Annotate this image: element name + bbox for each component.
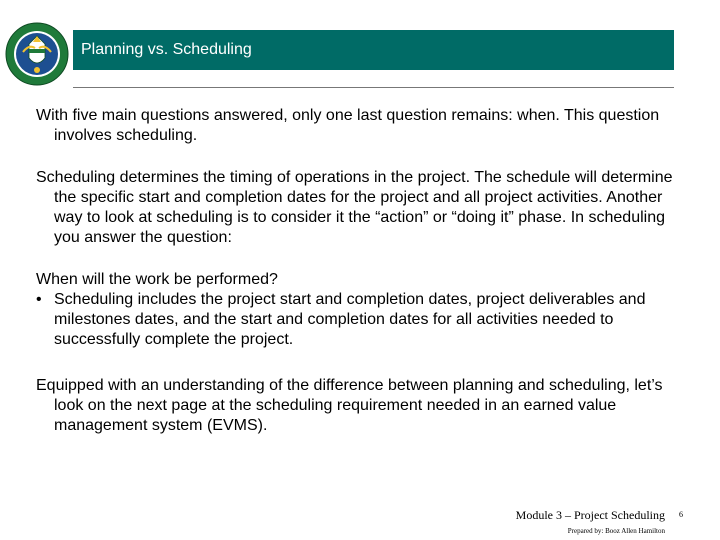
title-bar bbox=[73, 30, 674, 70]
intro-paragraph: With five main questions answered, only one last question remains: when. This question involves scheduling. bbox=[36, 107, 660, 144]
page-title: Planning vs. Scheduling bbox=[81, 41, 252, 58]
footer-module: Module 3 – Project Scheduling bbox=[515, 508, 665, 522]
footer-prepared-by: Prepared by: Booz Allen Hamilton bbox=[567, 527, 665, 535]
question-line: When will the work be performed? bbox=[36, 271, 278, 288]
scheduling-paragraph: Scheduling determines the timing of operations in the project. The schedule will determine the specific start and completion dates for the project and all project activities. Another way to look at scheduling is to consider it the “action” or “doing it” phase. In scheduling you answer the question: bbox=[36, 169, 673, 246]
header-divider bbox=[73, 87, 674, 88]
bullet-dot-icon: • bbox=[36, 291, 42, 308]
page-number: 6 bbox=[679, 510, 683, 519]
conclusion-paragraph: Equipped with an understanding of the difference between planning and scheduling, let’s look on the next page at the scheduling requirement needed in an earned value management system (EVMS). bbox=[36, 377, 663, 434]
bullet-text: Scheduling includes the project start and completion dates, project deliverables and milestones dates, and the start and completion dates for all activities needed to successfully complete the project. bbox=[54, 291, 646, 348]
body-content bbox=[36, 106, 676, 436]
footer bbox=[480, 508, 665, 536]
doe-seal-logo bbox=[5, 22, 69, 86]
bullet-item bbox=[36, 290, 676, 350]
